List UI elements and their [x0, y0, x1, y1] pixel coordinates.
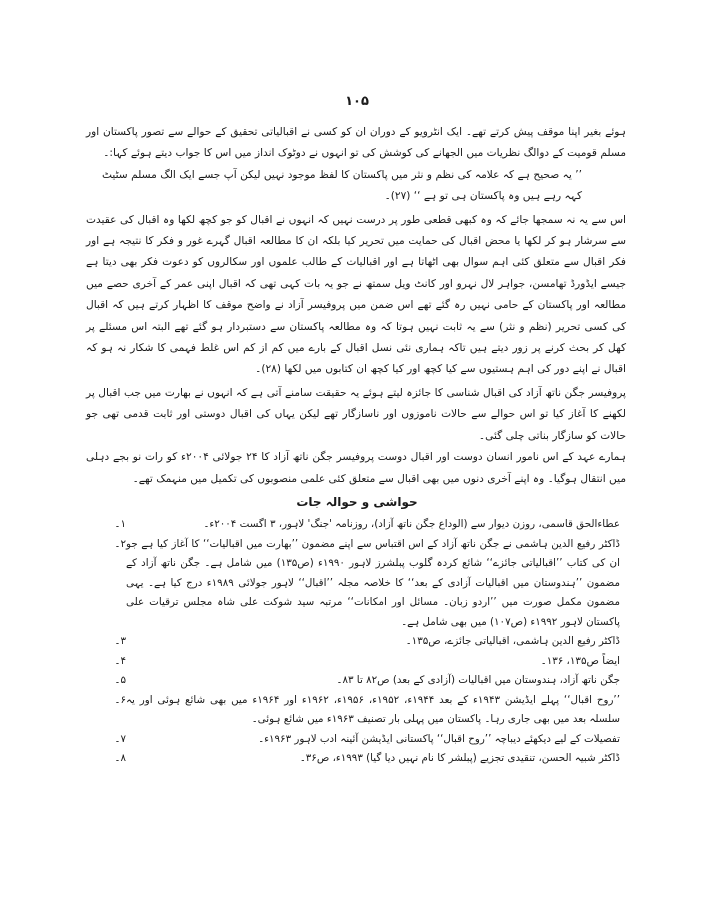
- body-text: [86, 122, 626, 490]
- note-number: ۲۔: [114, 537, 126, 550]
- note-text: تفصیلات کے لیے دیکھئے دیباچہ ’’روح اقبال‘‘ پاکستانی ایڈیشن آئینہ ادب لاہور ۱۹۶۳ء۔: [258, 732, 620, 745]
- notes-list: [86, 515, 626, 769]
- paragraph: ہمارے عہد کے اس نامور انسان دوست اور اقبال دوست پروفیسر جگن ناتھ آزاد کا ۲۴ جولائی ۲۰۰۴ء کو رات نو بجے دہلی میں انتقال ہوگیا۔ وہ اپنے آخری دنوں میں بھی اقبال سے متعلق کئی علمی منصوبوں کی تکمیل میں منہمک تھے۔: [86, 451, 627, 485]
- note-number: ۸۔: [114, 752, 126, 764]
- note-number: ۷۔: [114, 732, 126, 745]
- page-number: ۱۰۵: [345, 94, 369, 109]
- note-text: ڈاکٹر شبیہ الحسن، تنقیدی تجزیے (پبلشر کا نام نہیں دیا گیا) ۱۹۹۳ء، ص۳۶۔: [299, 752, 620, 764]
- notes-heading: حواشی و حوالہ جات: [296, 495, 418, 509]
- note-number: ۳۔: [114, 635, 126, 647]
- note-text: ڈاکٹر رفیع الدین ہاشمی، اقبالیاتی جائزے، ص۱۳۵۔: [405, 635, 620, 647]
- block-quote: ’’ یہ صحیح ہے کہ علامہ کی نظم و نثر میں پاکستان کا لفظ موجود نہیں لیکن آپ جسے ایک الگ مسلم سٹیٹ کہہ رہے ہیں وہ پاکستان ہی تو ہے ‘‘ (۲۷)۔: [102, 168, 582, 203]
- note-number: ۴۔: [114, 654, 126, 667]
- note-text: جگن ناتھ آزاد، ہندوستان میں اقبالیات (آزادی کے بعد) ص۸۲ تا ۸۳۔: [336, 674, 620, 686]
- note-text: ’’روح اقبال‘‘ پہلے ایڈیشن ۱۹۴۳ء کے بعد ۱۹۴۴ء، ۱۹۵۲ء، ۱۹۵۶ء، ۱۹۶۲ء اور ۱۹۶۴ء میں بھی شائع ہوئی اور یہ سلسلہ بعد میں بھی جاری رہا۔ پاکستان میں پہلی بار تصنیف ۱۹۶۳ء میں شائع ہوئی۔: [126, 693, 620, 725]
- note-item: [86, 749, 626, 769]
- note-text: ایضاً ص۱۳۵، ۱۳۶۔: [540, 654, 620, 667]
- paragraph: پروفیسر جگن ناتھ آزاد کی اقبال شناسی کا جائزہ لیتے ہوئے یہ حقیقت سامنے آتی ہے کہ انہوں نے بھارت میں جب اقبال پر لکھنے کا آغاز کیا تو اس حوالے سے حالات ناموزوں اور ناسازگار تھے لیکن یہاں کی اقبال دوستی اور ثابت قدمی تھی جو حالات کو سازگار بناتی چلی گئی۔: [86, 386, 626, 442]
- note-item: [86, 730, 626, 750]
- paragraph: اس سے یہ نہ سمجھا جائے کہ وہ کبھی قطعی طور پر درست نہیں کہ انہوں نے اقبال کو جو کچھ لکھا وہ اقبال کی عقیدت سے سرشار ہو کر لکھا یا محض اقبال کی حمایت میں تحریر کیا بلکہ ان کا مطالعہ اقبال گہرے غور و فکر کا نتیجہ ہے اور فکر اقبال سے متعلق کئی اہم سوال بھی اٹھاتا ہے اور اقبالیات کے طالب علموں اور سکالروں کو دعوت فکر بھی دیتا ہے جیسے ایڈورڈ تھامسن، جواہر لال نہرو اور کانٹ ویل سمتھ نے جو یہ بات کہی تھی کہ اقبال اپنی عمر کے آخری حصے میں مطالعہ اور پاکستان کے حامی نہیں رہ گئے تھے اس ضمن میں پروفیسر آزاد نے واضح موقف کا اظہار کرتے ہیں کہ اقبال کی کسی تحریر (نظم و نثر) سے یہ ثابت نہیں ہوتا کہ وہ مطالعہ پاکستان سے دستبردار ہو گئے تھے البتہ اس مسئلے پر کھل کر بحث کرنے پر زور دیتے ہیں تاکہ ہماری نئی نسل اقبال کے بارے میں کم از کم اس غلط فہمی کا شکار نہ ہو کہ اقبال نے اپنے دور کی اہم ہستیوں سے کیا کچھ اور کیا کچھ ان کتابوں میں لکھا (۲۸)۔: [86, 213, 626, 376]
- note-item: [86, 632, 626, 652]
- paragraph: ہوئے بغیر اپنا موقف پیش کرتے تھے۔ ایک انٹرویو کے دوران ان کو کسی نے اقبالیاتی تحقیق کے حوالے سے تصور پاکستان اور مسلم قومیت کے دوالگ نظریات میں الجھانے کی کوشش کی تو انہوں نے دوٹوک انداز میں اس کا جواب دیتے ہوئے کہا:۔: [86, 126, 626, 160]
- note-item: [86, 535, 626, 633]
- note-text: عطاءالحق قاسمی، روزن دیوار سے (الوداع جگن ناتھ آزاد)، روزنامہ 'جنگ' لاہور، ۳ اگست ۲۰۰۴ء۔: [203, 518, 620, 530]
- note-item: [86, 691, 626, 730]
- note-text: ڈاکٹر رفیع الدین ہاشمی نے جگن ناتھ آزاد کے اس اقتباس سے اپنے مضمون ’’بھارت میں اقبالیات‘‘ کا آغاز کیا ہے جو ان کی کتاب ’’اقبالیاتی جائزے‘‘ شائع کردہ گلوب پبلشرز لاہور ۱۹۹۰ء (ص۱۳۵) میں شامل ہے۔ جگن ناتھ آزاد کے مضمون ’’ہندوستان میں اقبالیات آزادی کے بعد‘‘ کا خلاصہ مجلہ ’’اقبال‘‘ لاہور جولائی ۱۹۸۹ء درج کیا ہے۔ یہی مضمون مکمل صورت میں ’’اردو زبان۔ مسائل اور امکانات‘‘ مرتبہ سید شوکت علی شاہ مجلس ترقیات علی پاکستان لاہور ۱۹۹۲ء (ص۱۰۷) میں بھی شامل ہے۔: [126, 537, 620, 628]
- note-number: ۱۔: [114, 518, 126, 530]
- note-item: [86, 515, 626, 535]
- note-item: [86, 671, 626, 691]
- note-number: ۵۔: [114, 674, 126, 686]
- note-number: ۶۔: [114, 693, 126, 706]
- note-item: [86, 652, 626, 672]
